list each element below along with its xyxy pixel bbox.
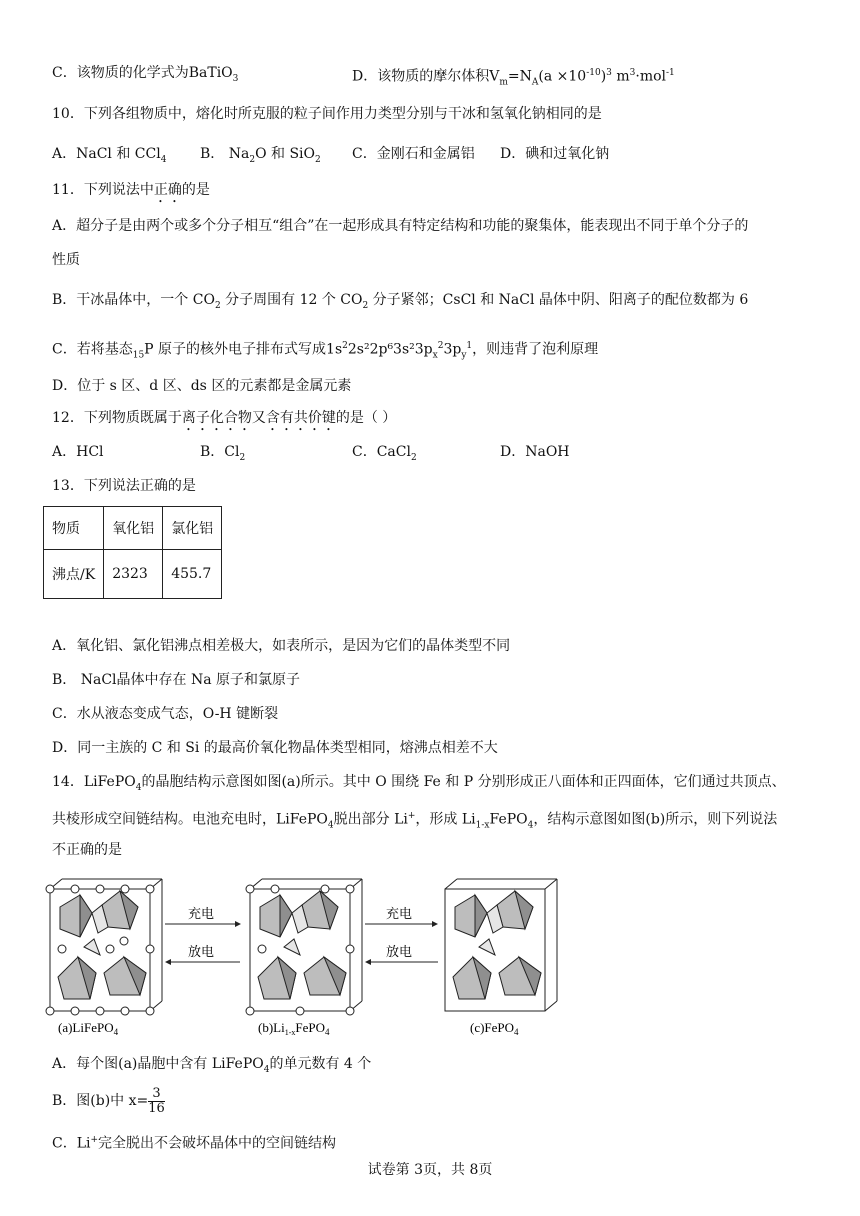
table-header: 氧化铝 bbox=[104, 507, 163, 550]
q13-option-c: C．水从液态变成气态，O-H 键断裂 bbox=[52, 706, 279, 722]
discharge-label: 放电 bbox=[188, 945, 215, 960]
table-row-label: 沸点/K bbox=[44, 550, 104, 599]
q9-option-c: C．该物质的化学式为BaTiO$_3$ bbox=[52, 65, 239, 84]
q9-option-d: D．该物质的摩尔体积$V_m=N_A(a \times 10^{-10})^3$ $m^3\cdot mol^{-1}$ bbox=[352, 68, 675, 88]
q14-stem-line1: 14．LiFePO$_4$的晶胞结构示意图如图(a)所示。其中 O 围绕 Fe 和 P 分别形成正八面体和正四面体，它们通过共顶点、 bbox=[52, 774, 786, 793]
charge-label: 充电 bbox=[386, 907, 413, 922]
fraction: $\frac{3}{16}$ bbox=[148, 1085, 165, 1116]
discharge-label: 放电 bbox=[386, 945, 413, 960]
q10-option-a: A．NaCl 和 CCl$_4$ bbox=[52, 146, 167, 165]
figure-a-label: (a)LiFePO$_4$ bbox=[58, 1020, 119, 1037]
q12-option-b: B．$Cl_2$ bbox=[200, 444, 246, 463]
table-cell: 455.7 bbox=[163, 550, 222, 599]
q14-option-b: B．图(b)中 x= $\frac{3}{16}$ bbox=[52, 1085, 165, 1116]
figure-b-label: $(b)Li_{1-x}FePO_4$ bbox=[258, 1020, 330, 1037]
q13-option-a: A．氧化铝、氯化铝沸点相差极大，如表所示，是因为它们的晶体类型不同 bbox=[52, 638, 511, 654]
q14-stem-line3: 不正确的是 bbox=[52, 842, 122, 858]
q13-stem: 13．下列说法正确的是 bbox=[52, 478, 196, 494]
boiling-point-table bbox=[43, 506, 222, 599]
table-cell: 2323 bbox=[104, 550, 163, 599]
q11-option-b: B．干冰晶体中，一个 $CO_2$ 分子周围有 12 个 $CO_2$ 分子紧邻；CsCl 和 NaCl 晶体中阴、阳离子的配位数都为 6 bbox=[52, 292, 749, 311]
crystal-structure-figure bbox=[40, 872, 560, 1037]
q10-stem: 10．下列各组物质中，熔化时所克服的粒子间作用力类型分别与干冰和氢氧化钠相同的是 bbox=[52, 106, 602, 122]
q10-option-d: D．碘和过氧化钠 bbox=[500, 146, 610, 162]
table-header: 物质 bbox=[44, 507, 104, 550]
q10-option-c: C．金刚石和金属铝 bbox=[352, 146, 475, 162]
charge-label: 充电 bbox=[188, 907, 215, 922]
q11-option-a-line1: A．超分子是由两个或多个分子相互“组合”在一起形成具有特定结构和功能的聚集体，能表现出不同于单个分子的 bbox=[52, 218, 749, 234]
q11-option-a-line2: 性质 bbox=[52, 252, 80, 268]
q13-option-d: D．同一主族的 C 和 Si 的最高价氧化物晶体类型相同，熔沸点相差不大 bbox=[52, 740, 498, 756]
q14-option-c: C．Li+完全脱出不会破坏晶体中的空间链结构 bbox=[52, 1135, 337, 1152]
q14-stem-line2: 共棱形成空间链结构。电池充电时，LiFePO$_4$脱出部分 Li+，形成 $Li_{1-x}FePO_4$，结构示意图如图(b)所示，则下列说法 bbox=[52, 811, 778, 831]
q10-option-b: B． $Na_2O$ 和 SiO$_2$ bbox=[200, 146, 321, 165]
q13-option-b: B． NaCl晶体中存在 Na 原子和氯原子 bbox=[52, 672, 301, 688]
table-header: 氯化铝 bbox=[163, 507, 222, 550]
q12-option-d: D．NaOH bbox=[500, 444, 570, 460]
q11-option-c: C．若将基态$_{15}$P 原子的核外电子排布式写成$1s^22s^22p^63s^23p_x^23p_y^1$，则违背了泡利原理 bbox=[52, 341, 599, 361]
q12-stem: 12．下列物质既属于离子化合物又含有共价键的是（ ） bbox=[52, 410, 397, 426]
q11-option-d: D．位于 s 区、d 区、ds 区的元素都是金属元素 bbox=[52, 378, 352, 394]
q14-option-a: A．每个图(a)晶胞中含有 LiFePO$_4$的单元数有 4 个 bbox=[52, 1056, 372, 1075]
page-footer: 试卷第 3页，共 8页 bbox=[367, 1162, 493, 1178]
q12-option-a: A．HCl bbox=[52, 444, 104, 460]
figure-c-label: (c)FePO$_4$ bbox=[470, 1020, 519, 1037]
q12-option-c: C．CaCl$_2$ bbox=[352, 444, 417, 463]
q11-stem: 11．下列说法中正确的是 bbox=[52, 182, 210, 198]
